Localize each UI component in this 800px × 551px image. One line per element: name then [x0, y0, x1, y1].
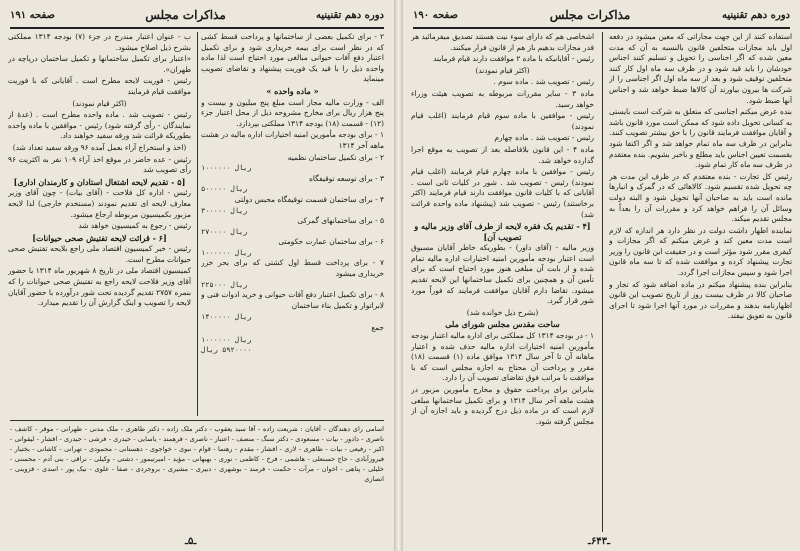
section-heading: [۴ - تقدیم یک فقره لایحه از طرف آقای وزیر مالیه و تصویب آن]	[414, 221, 591, 242]
paragraph: بنابراین برای پرداخت حقوق و مخارج مأمورین مزبور در هشت ماهه آخر سال ۱۳۱۴ و برای تکمیل ساختمانها مبلغی لازم است که در ماده ذیل درج گردیده و باید اجازه آن از مجلس گرفته شود.	[411, 385, 594, 426]
page-label: صفحه ۱۹۱	[10, 9, 55, 21]
section-heading: « ماده واحده »	[266, 85, 319, 96]
paragraph: بنده عرض میکنم اجناسی که متعلق به شرکت است بایستی به کسانی تحویل داده شود که ممکن است مورد قانون باشد و آقایان موافقت فرمایند قانون را با حق بیشتر تصویب کنند. بنابراین در ظرف سه ماه تمام خواهد شد و اگر اکتفا شود بقسمت تعیین اجناس باید مطلع و باخبر بشویم. بنده معتقدم در ظرف سه ماه کار تمام شود.	[609, 107, 792, 170]
item-amount: ۱۰۰۰۰۰۰ ریال	[201, 335, 252, 344]
item-label: ۵ - برای ساختمانهای گمرکی	[297, 216, 384, 226]
paragraph: استفاده کنند از این جهت مجازاتی که معین میشود در دفعه اول باید مجازات متخلفین قانون بالنسبه به آن که مدت معین شده که اگر اجناسی را تحویل و تسلیم کنند اجناس خودشان را باید قید شود و در ظرف سه ماه اول کار کنند متخلفین توقیف شود و بعد از سه ماه اول اگر اجناسی را از شرکت ها بیرون بیاورند آن کالاها ضبط خواهد شد و اجناس آنها ضبط شود.	[609, 32, 792, 105]
session-label: دوره دهم تقنینیه	[316, 9, 384, 21]
column-right	[201, 32, 384, 416]
header-rule	[413, 27, 790, 29]
paragraph: ب - عنوان اعتبار مندرج در جزء (۷) بودجه ۱۳۱۴ مملکتی بشرح ذیل اصلاح میشود.	[8, 32, 191, 52]
paragraph: رئیس - موافقین با ماده چهارم قیام فرمایند (اغلب قیام نمودند) رئیس - تصویب شد . شور در کلیات ثانی است . آقایانی که با کلیات قانون موافقت دارند قیام فرمایند (اکثر برخاستند) رئیس - تصویب شد (پیشنهاد ماده واحده قرائت شد)	[411, 167, 594, 219]
page-label: صفحه ۱۹۰	[413, 9, 458, 21]
paragraph: رئیس - موافقین با ماده سوم قیام فرمایند (اغلب قیام نمودند)	[411, 111, 594, 131]
paragraph: رئیس - آقایانیکه با ماده ۲ موافقت دارند قیام فرمایند	[433, 54, 594, 64]
paragraph: ۸ - برای تکمیل اعتبار دفع آفات حیوانی و خرید ادوات فنی و لابراتوار و تکمیل بناء ساختمان	[201, 290, 384, 310]
paragraph: وزیر مالیه - (آقای داور) - بطوریکه خاطر آقایان مسبوق است اعتبار بودجه مأمورین امنیه اختیارات اداره مالیه تمام شده و از بابت آن مبلغی هنوز مورد احتیاج است که برای تأمین آن و همچنین برای تکمیل ساختمانها این لایحه تقدیم میشود. تقاضا دارم آقایان موافقت فرمایند که فوراً مورد شور قرار گیرد.	[411, 243, 594, 306]
column-divider	[602, 32, 603, 532]
paragraph: رئیس - تصویب شد . ماده چهارم	[494, 133, 594, 143]
page-number: ـ۵ـ	[185, 536, 197, 547]
page-title: مذاکرات مجلس	[549, 8, 631, 22]
paragraph: ۲ - برای تکمیل بعضی از ساختمانها و پرداخت قسط کشی که در نظر است برای بیمه خریداری شود و برای تکمیل اعتبار دفع آفات حیوانی مبالغی مورد احتیاج است لذا ماده واحده ذیل را با قید یک فوریت پیشنهاد و تقاضای تصویب مینماید	[201, 32, 384, 84]
binding-gutter	[394, 0, 403, 551]
item-amount: ۳۰۰۰۰۰ ریال	[201, 206, 248, 215]
page-number: ـ۶۴۳ـ	[588, 536, 610, 547]
paragraph: رئیس - تصویب شد . ماده واحده مطرح است . (عدهٔ از نمایندگان - رأی گرفته شود) رئیس - موافقین با ماده واحده بطوریکه قرائت شد ورقه سفید خواهند داد.	[8, 110, 191, 141]
footer-rule	[10, 420, 384, 421]
page-190	[403, 0, 800, 551]
column-right	[609, 32, 792, 532]
paragraph: ۱ - برای بودجه مأمورین امنیه اختیارات اداره مالیه در هشت ماهه آخر ۱۳۱۴	[201, 130, 384, 150]
section-heading: ساحت مقدس مجلس شورای ملی	[445, 319, 560, 330]
header-rule	[10, 27, 384, 29]
paragraph: (اکثر قیام نمودند)	[72, 98, 127, 108]
item-label: ۲ - برای تکمیل ساختمان نظمیه	[287, 152, 384, 162]
page-191	[0, 0, 394, 551]
item-amount: ۱۴۰۰۰۰۰ ریال	[201, 313, 252, 322]
item-amount: ۱۰۰۰۰۰۰ ریال	[201, 164, 252, 173]
page-title: مذاکرات مجلس	[145, 8, 226, 22]
session-label: دوره دهم تقنینیه	[722, 9, 790, 21]
item-label: ۴ - برای ساختمان قسمت توقیفگاه محبس دولتی	[234, 194, 384, 204]
total-amount: ۵۹۲۰۰۰۰ ریال	[201, 346, 252, 355]
paragraph: بنابراین بنده پیشنهاد میکنم در ماده اضافه شود که تجار و صاحبان کالا در ظرف بیست روز از تاریخ تصویب این قانون اظهارنامه بدهند و مقررات در مورد آنها اجرا شود تا اجرای قانون به تعویق نیفتد.	[609, 279, 792, 321]
item-label: ۶ - برای ساختمان عمارت حکومتی	[278, 237, 384, 247]
paragraph: ماده ۳ - سایر مقررات مربوطه به تصویب هیئت وزراء خواهد رسید.	[411, 88, 594, 109]
paragraph: کمیسیون اقتصاد ملی در تاریخ ۸ شهریور ماه ۱۳۱۴ با حضور آقای وزیر فلاحت لایحه راجع به تفتیش صحی حیوانات را که بنمره ۲۷۵۷ تقدیم گردیده تحت شور درآورده با حضور آقایان لایحه را تصویب و اینک گزارش آن را تقدیم میدارد.	[8, 266, 191, 308]
paragraph: رئیس - رجوع به کمیسیون خواهد شد	[78, 221, 191, 231]
column-divider	[197, 32, 198, 416]
paragraph: رئیس - تصویب شد . ماده سوم .	[493, 77, 594, 87]
paragraph: اشخاصی هم که دارای سوء نیت هستند تصدیق میفرمائید هر قدر مجازات بدهیم باز هم از قانون فرار میکنند.	[411, 32, 594, 52]
paragraph: رئیس - اداره کل فلاحت - (آقای بیات) - چون آقای وزیر معارف لایحه ای تقدیم نمودند (مستخدم خارجی) لذا لایحه مزبور بکمیسیون مربوطه ارجاع میشود.	[8, 188, 191, 219]
paragraph: «اعتبار برای تکمیل ساختمانها و تکمیل ساختمان دریاچه در طهران».	[8, 54, 191, 74]
paragraph: رئیس کل تجارت - بنده معتقدم که در ظرف این مدت هر چه تحویل شده تقسیم شود. کالاهائی که در گمرک و انبارها مانده است باید به صاحبان آنها تحویل شود و البته دولت وسائل آن را فراهم خواهد کرد و مقررات آن را بعداً به مجلس تقدیم میکند.	[609, 171, 792, 224]
paragraph: (اکثر قیام نمودند)	[475, 65, 530, 75]
paragraph: رئیس - فوریت لایحه مطرح است . آقایانی که با فوریت موافقت قیام فرمایند	[8, 76, 191, 96]
item-amount: ۱۰۰۰۰۰۰ ریال	[201, 248, 252, 257]
item-label: ۳ - برای توسعه توقیفگاه	[308, 173, 384, 183]
paragraph: ۱ - در بودجه ۱۳۱۴ کل مملکتی برای اداره مالیه اعتبار بودجه مأمورین امنیه اختیارات اداره مالیه حذف شده و اعتبار ماهانه آن تا آخر سال ۱۳۱۴ موافق ماده (۱) قسمت (۱۸) مقرر و پرداخت آن محتاج به اجازه مجلس است که با موافقت با مراتب فوق تقاضای تصویب آن را دارد.	[411, 331, 594, 383]
paragraph: رئیس - خبر کمیسیون اقتصاد ملی راجع بلایحه تفتیش صحی حیوانات مطرح است.	[8, 244, 191, 264]
paragraph: جمع	[371, 323, 384, 333]
page-header	[10, 6, 384, 24]
paragraph: (اخذ و استخراج آراء بعمل آمده ۹۶ ورقه سفید تعداد شد)	[12, 142, 187, 152]
paragraph: الف - وزارت مالیه مجاز است مبلغ پنج میلیون و بیست و پنج هزار ریال برای مخارج مشروحه ذیل از محل اعتبار جزء (۱۲) - قسمت (۱۸) بودجه ۱۳۱۴ مملکتی بپردازد.	[201, 97, 384, 128]
section-heading: [۵ - تقدیم لایحه اشتغال استادان و کارمندان اداری]	[13, 176, 186, 187]
item-label: ۷ - برای پرداخت قسط اول کشتی که برای بحر خزر خریداری میشود	[201, 258, 384, 279]
column-left	[8, 32, 191, 416]
paragraph: ماده ۴ - این قانون بلافاصله بعد از تصویب به موقع اجرا گذارده خواهد شد.	[411, 144, 594, 165]
page-header	[413, 6, 790, 24]
item-amount: ۵۰۰۰۰۰ ریال	[201, 185, 248, 194]
paragraph: رئیس - عده حاضر در موقع اخذ آراء ۱۰۹ نفر به اکثریت ۹۶ رأی تصویب شد	[8, 154, 191, 175]
item-amount: ۲۷۰۰۰۰ ریال	[201, 227, 248, 236]
section-heading: [۶ - قرائت لایحه تفتیش صحی حیوانات]	[32, 232, 167, 243]
footer-names: اسامی رای دهندگان - آقایان : شریعت زاده - آقا سید یعقوب - دکتر ملک زاده - دکتر طاهری - ملک مدنی - طهرانی - موقر - کاشف - ناصری - دادور - بیات - مسعودی - دکتر سنگ - منصف - اعتبار - ناصری - فرهمند - یاسایی - حیدری - فرشی - حیدری - افشار - لیقوانی - اکبر - رفیعی - بیات - طاهری - لاری - افشار - مقدم - رهنما - قوام - نبوی - خواجوی - دهستانی - محمودی - تهرانی - کاشانی - بختیار - فیروزآبادی - حاج حسنعلی - هاشمی - فرخ - کاظمی - نوری - بهبهانی - مؤید - امیرتیمور - دشتی - وکیلی - نراقی - بنی آدم - محسنی - خلیلی - پناهی - اخوان - مرآت - حکمت - فرمند - بوشهری - دبیری - مشیری - بروجردی - صفا - علوی - نیک پور - اسدی - قزوینی - انصاری	[10, 425, 384, 483]
paragraph: (بشرح ذیل خوانده شد)	[466, 307, 539, 317]
item-amount: ۲۲۵۰۰۰ ریال	[201, 280, 248, 289]
column-left	[411, 32, 594, 532]
paragraph: نماینده اظهار داشت دولت در نظر دارد هر اندازه که لازم است مدت معین کند و عرض میکنم که اگر مجازات و کیفری مقرر شود مؤثر است و در حقیقت این قانون را وزیر تجارت پیشنهاد کرده و موافقت شده که تا سه ماه قانون اجرا شود و سپس مجازات اجرا گردد.	[609, 225, 792, 278]
